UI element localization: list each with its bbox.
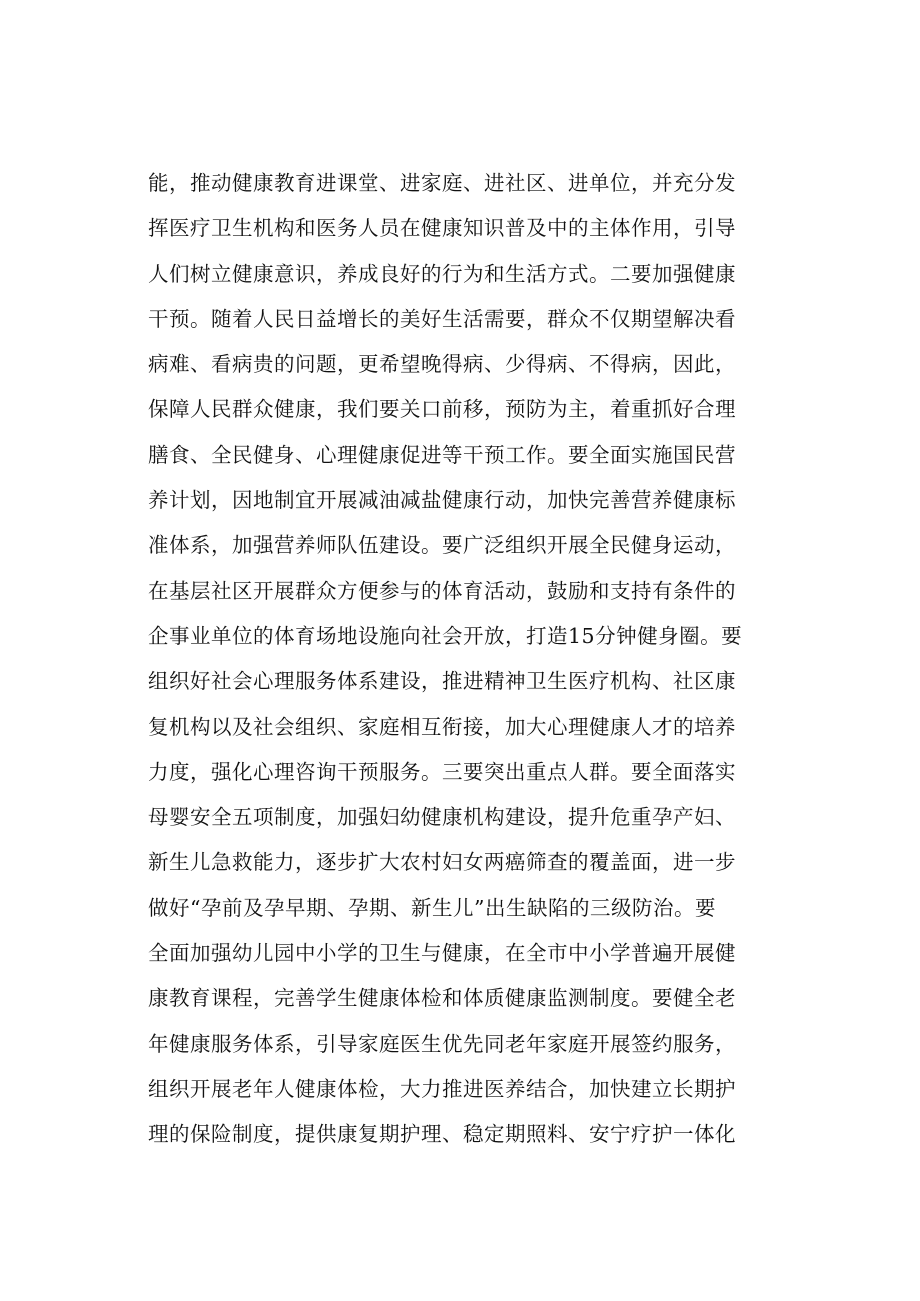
- text-line: 能，推动健康教育进课堂、进家庭、进社区、进单位，并充分发: [148, 171, 736, 195]
- text-line: 做好“孕前及孕早期、孕期、新生儿”出生缺陷的三级防治。要: [148, 895, 716, 920]
- text-line: 干预。随着人民日益增长的美好生活需要，群众不仅期望解决看: [148, 306, 736, 331]
- text-line: 人们树立健康意识，养成良好的行为和生活方式。二要加强健康: [148, 261, 736, 286]
- text-line: 新生儿急救能力，逐步扩大农村妇女两癌筛查的覆盖面，进一步: [148, 850, 736, 875]
- text-line: 组织开展老年人健康体检，大力推进医养结合，加快建立长期护: [148, 1076, 736, 1101]
- text-line: 企事业单位的体育场地设施向社会开放，打造15分钟健身圈。要: [148, 623, 743, 648]
- text-line: 母婴安全五项制度，加强妇幼健康机构建设，提升危重孕产妇、: [148, 805, 736, 830]
- text-line: 保障人民群众健康，我们要关口前移，预防为主，着重抓好合理: [148, 397, 736, 422]
- text-line: 挥医疗卫生机构和医务人员在健康知识普及中的主体作用，引导: [148, 216, 736, 241]
- text-line: 全面加强幼儿园中小学的卫生与健康，在全市中小学普遍开展健: [148, 941, 736, 966]
- text-line: 在基层社区开展群众方便参与的体育活动，鼓励和支持有条件的: [148, 578, 736, 603]
- text-line: 理的保险制度，提供康复期护理、稳定期照料、安宁疗护一体化: [148, 1122, 736, 1147]
- text-line: 准体系，加强营养师队伍建设。要广泛组织开展全民健身运动，: [148, 533, 736, 558]
- text-line: 年健康服务体系，引导家庭医生优先同老年家庭开展签约服务，: [148, 1031, 736, 1056]
- text-line: 力度，强化心理咨询干预服务。三要突出重点人群。要全面落实: [148, 759, 736, 784]
- text-line: 康教育课程，完善学生健康体检和体质健康监测制度。要健全老: [148, 986, 736, 1011]
- text-line: 膳食、全民健身、心理健康促进等干预工作。要全面实施国民营: [148, 442, 736, 467]
- text-line: 养计划，因地制宜开展减油减盐健康行动，加快完善营养健康标: [148, 488, 736, 513]
- text-line: 病难、看病贵的问题，更希望晚得病、少得病、不得病，因此，: [148, 352, 736, 377]
- text-line: 复机构以及社会组织、家庭相互衔接，加大心理健康人才的培养: [148, 714, 736, 739]
- body-text: [148, 161, 808, 1158]
- text-line: 组织好社会心理服务体系建设，推进精神卫生医疗机构、社区康: [148, 669, 736, 694]
